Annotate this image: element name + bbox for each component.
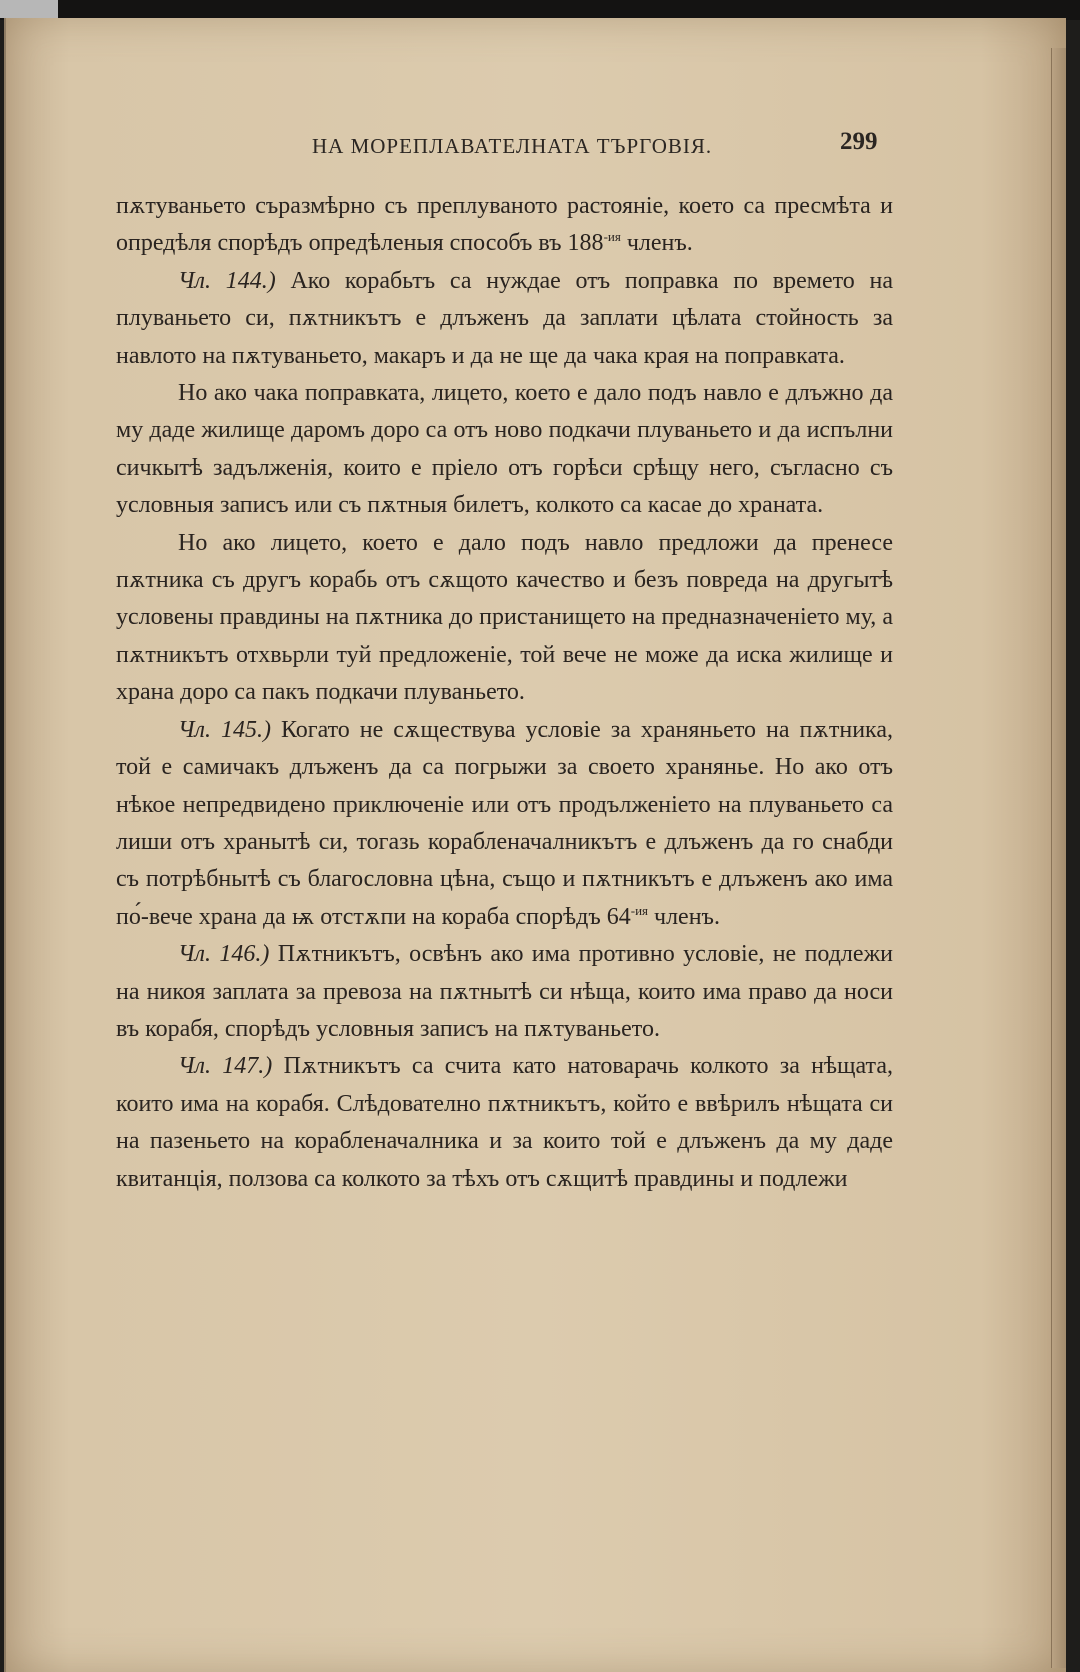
paragraph-text: членъ. (648, 903, 720, 930)
paragraph-text: Но ако чака поправката, лицето, което е дало подъ навло е длъжно да му даде жилище даромъ доро са отъ ново подкачи плуваньето и да испълни сичкытѣ задълженія, които е пріело отъ горѣси срѣщу него, съгласно съ условныя записъ или съ пѫтныя билетъ, колкото са касае до храната. (116, 380, 893, 519)
paragraph-text: членъ. (620, 230, 693, 257)
article-146 (116, 936, 893, 1048)
article-label: Чл. 147.) (178, 1053, 273, 1080)
page-header (6, 128, 1046, 168)
paragraph-text: Пѫтникътъ, освѣнъ ако има противно условіе, не подлежи на никоя заплата за превоза на пѫтнытѣ си нѣща, които има право да носи въ корабя, спорѣдъ условныя записъ на пѫтуваньето. (116, 941, 893, 1042)
paragraph-text: Но ако лицето, което е дало подъ навло предложи да пренесе пѫтника съ другъ корабь отъ сѫщото качество и безъ повреда на другытѣ условены правдины на пѫтника до пристанището на предназначеніето му, а пѫтникътъ отхвьрли туй предложеніе, той вече не може да иска жилище и храна доро са пакъ подкачи плуваньето. (116, 529, 893, 706)
paragraph (116, 525, 893, 712)
scanner-tab (0, 0, 58, 18)
page-edge (1051, 48, 1066, 1668)
paragraph-text: Ако корабьтъ са нуждае отъ поправка по времето на плуваньето си, пѫтникътъ е длъженъ да заплати цѣлата стойность за навлото на пѫтуваньето, макаръ и да не ще да чака края на поправката. (116, 267, 893, 369)
paragraph-continuation (116, 188, 893, 263)
page-number: 299 (840, 128, 878, 155)
ordinal-suffix: -ия (603, 229, 621, 245)
article-144 (116, 263, 893, 375)
article-145 (116, 712, 893, 936)
running-title: НА МОРЕПЛАВАТЕЛНАТА ТЪРГОВІЯ. (312, 134, 713, 158)
article-label: Чл. 146.) (178, 941, 270, 968)
ordinal-suffix: -ия (630, 902, 648, 918)
paragraph-text: пѫтуваньето съразмѣрно съ преплуваното растояніе, което са пресмѣта и опредѣля спорѣдъ опредѣленыя способъ въ 188 (116, 193, 893, 257)
paragraph-text: Когато не сѫществува условіе за храняньето на пѫтника, той е самичакъ длъженъ да са погрыжи за своето храняньe. Но ако отъ нѣкое непредвидено приключеніе или отъ продълженіето на плуваньето са лиши отъ хранытѣ си, тогазь корабленачалникътъ е длъженъ да го снабди съ потрѣбнытѣ съ благословна цѣна, също и пѫтникътъ е длъженъ ако има по́-вече храна да ѭ отстѫпи на кораба спорѣдъ 64 (116, 716, 893, 930)
article-label: Чл. 144.) (178, 267, 276, 294)
body-text (116, 188, 893, 1198)
book-page (4, 18, 1066, 1672)
paragraph-text: Пѫтникътъ са счита като натоварачь колкото за нѣщата, които има на корабя. Слѣдователно пѫтникътъ, който е ввѣрилъ нѣщата си на пазеньето на корабленачалника и за които той е длъженъ да му даде квитанція, ползова са колкото за тѣхъ отъ сѫщитѣ правдины и подлежи (116, 1053, 893, 1192)
article-label: Чл. 145.) (178, 716, 271, 743)
scanner-border (0, 0, 1080, 20)
article-147 (116, 1048, 893, 1198)
paragraph (116, 375, 893, 525)
